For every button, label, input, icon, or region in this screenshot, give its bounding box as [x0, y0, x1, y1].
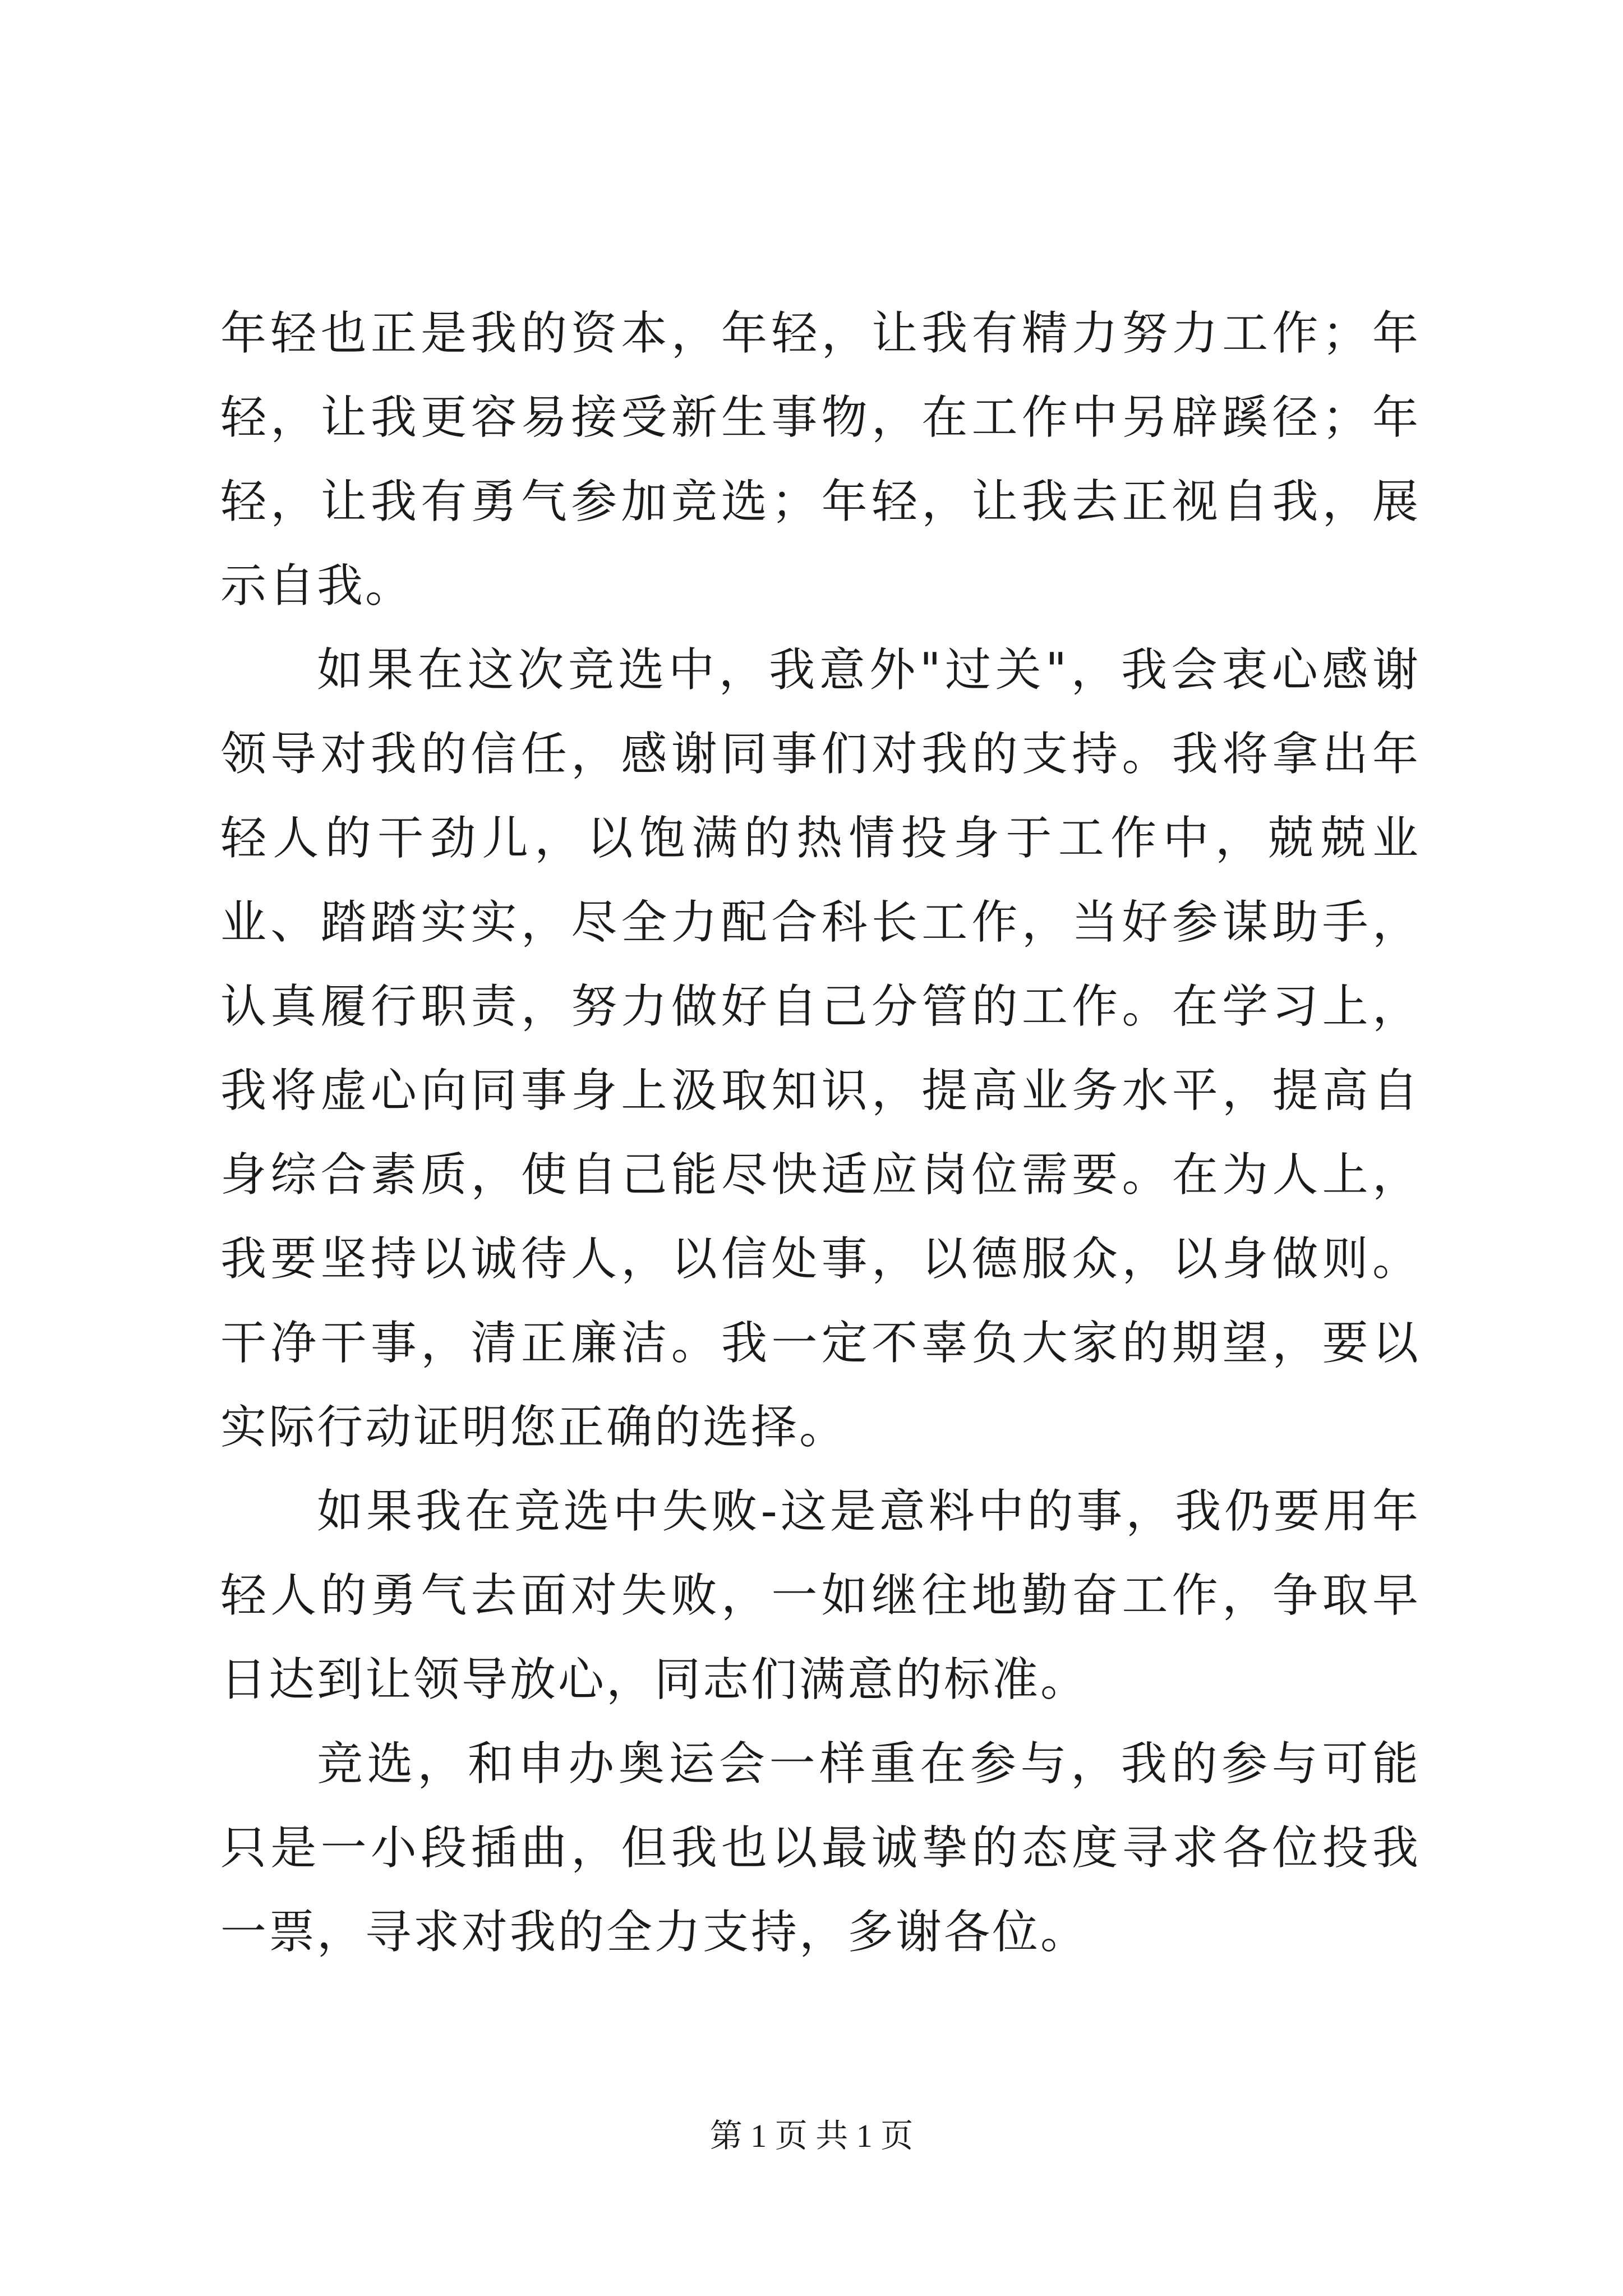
page-footer: 第 1 页 共 1 页: [709, 2118, 914, 2154]
paragraph-3: 如果我在竞选中失败-这是意料中的事，我仍要用年轻人的勇气去面对失败，一如继往地勤奋工作，争取早日达到让领导放心，同志们满意的标准。: [220, 1485, 1421, 1706]
paragraph-2: 如果在这次竞选中，我意外"过关"，我会衷心感谢领导对我的信任，感谢同事们对我的支持。我将拿出年轻人的干劲儿，以饱满的热情投身于工作中，兢兢业业、踏踏实实，尽全力配合科长工作，当好参谋助手，认真履行职责，努力做好自己分管的工作。在学习上，我将虚心向同事身上汲取知识，提高业务水平，提高自身综合素质，使自己能尽快适应岗位需要。在为人上，我要坚持以诚待人，以信处事，以德服众，以身做则。干净干事，清正廉洁。我一定不辜负大家的期望，要以实际行动证明您正确的选择。: [220, 643, 1421, 1454]
paragraph-4: 竞选，和申办奥运会一样重在参与，我的参与可能只是一小段插曲，但我也以最诚挚的态度寻求各位投我一票，寻求对我的全力支持，多谢各位。: [220, 1737, 1421, 1959]
paragraph-1: 年轻也正是我的资本，年轻，让我有精力努力工作；年轻，让我更容易接受新生事物，在工作中另辟蹊径；年轻，让我有勇气参加竞选；年轻，让我去正视自我，展示自我。: [220, 307, 1421, 613]
document-body: [220, 292, 1421, 1975]
